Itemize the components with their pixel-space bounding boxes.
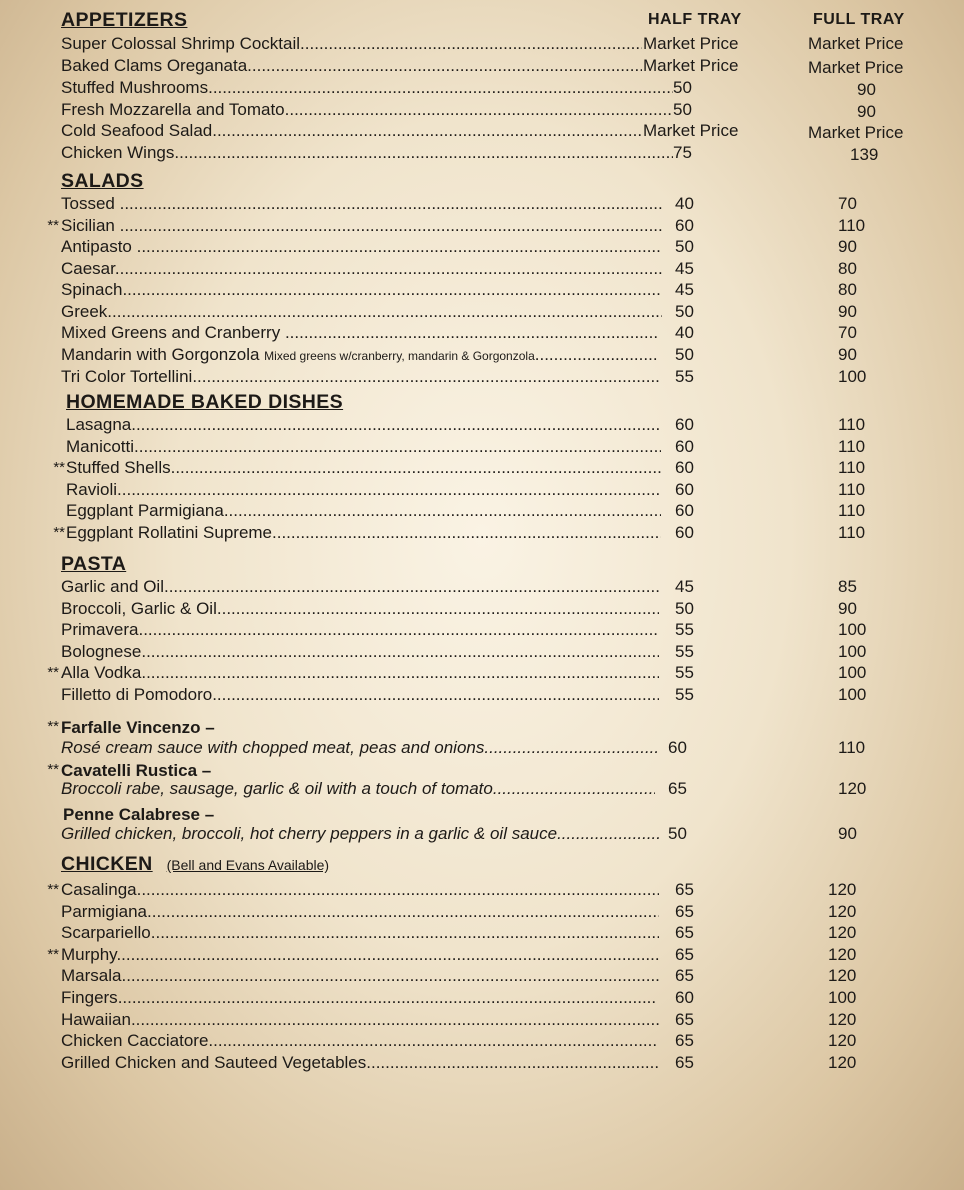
house-special-marker: ** <box>47 718 59 735</box>
item-name: Antipasto ..... <box>61 236 662 258</box>
half-tray-header: HALF TRAY <box>648 11 742 28</box>
item-name: Grilled Chicken and Sauteed Vegetables ..... <box>61 1052 659 1074</box>
full-tray-price: 120 <box>828 902 857 921</box>
half-tray-price: 50 <box>673 78 692 97</box>
item-name: Casalinga ..... <box>61 879 659 901</box>
half-tray-price: 60 <box>675 415 694 434</box>
item-name: Primavera ..... <box>61 619 659 641</box>
house-special-marker: ** <box>47 881 59 898</box>
full-tray-price: 110 <box>838 480 866 499</box>
half-tray-price: 65 <box>675 1010 694 1029</box>
full-tray-price: 110 <box>838 415 866 434</box>
special-dish-row <box>0 737 964 759</box>
half-tray-price: 65 <box>675 880 694 899</box>
full-tray-price: 120 <box>828 1010 857 1029</box>
item-name: Sicilian ..... <box>61 215 662 237</box>
special-dish-row <box>0 823 964 845</box>
half-tray-price: 65 <box>668 779 687 798</box>
menu-item <box>0 922 964 944</box>
item-name: Bolognese ..... <box>61 641 659 663</box>
full-tray-price: Market Price <box>808 34 904 53</box>
item-description: Mixed greens w/cranberry, mandarin & Gorgonzola <box>264 349 535 363</box>
half-tray-price: Market Price <box>643 34 739 53</box>
half-tray-price: 60 <box>675 437 694 456</box>
section-title-baked-dishes: HOMEMADE BAKED DISHES <box>66 391 344 413</box>
menu-item <box>0 366 964 388</box>
half-tray-price: 55 <box>675 663 694 682</box>
full-tray-price: 100 <box>838 663 867 682</box>
menu-item <box>0 55 964 77</box>
full-tray-price: 120 <box>828 1031 857 1050</box>
full-tray-price: 90 <box>857 102 876 121</box>
full-tray-price: 120 <box>828 945 857 964</box>
item-name: Eggplant Parmigiana ..... <box>66 500 661 522</box>
full-tray-price: 100 <box>828 988 857 1007</box>
item-name: Alla Vodka ..... <box>61 662 659 684</box>
half-tray-price: 50 <box>675 345 694 364</box>
half-tray-price: 55 <box>675 620 694 639</box>
house-special-marker: ** <box>47 761 59 778</box>
full-tray-price: 70 <box>838 194 857 213</box>
item-name-text: Mandarin with Gorgonzola <box>61 345 265 364</box>
half-tray-price: 65 <box>675 902 694 921</box>
item-name: Marsala ..... <box>61 965 659 987</box>
half-tray-price: 60 <box>675 216 694 235</box>
item-name: Baked Clams Oreganata ..... <box>61 55 642 77</box>
menu-item <box>0 215 964 237</box>
full-tray-price: 100 <box>838 367 867 386</box>
item-name: Stuffed Shells ..... <box>66 457 661 479</box>
item-name: Manicotti ..... <box>66 436 661 458</box>
menu-item <box>0 77 964 99</box>
menu-item <box>0 236 964 258</box>
section-title-text: CHICKEN <box>61 853 153 875</box>
half-tray-price: 40 <box>675 323 694 342</box>
menu-item <box>0 965 964 987</box>
full-tray-price: 100 <box>838 642 867 661</box>
full-tray-price: 110 <box>838 501 866 520</box>
item-name: Fresh Mozzarella and Tomato ..... <box>61 99 673 121</box>
menu-item <box>0 598 964 620</box>
full-tray-price: 110 <box>838 523 866 542</box>
special-dish-title: Farfalle Vincenzo – <box>61 718 215 737</box>
item-name: Spinach ..... <box>61 279 662 301</box>
half-tray-price: 60 <box>675 458 694 477</box>
house-special-marker: ** <box>47 664 59 681</box>
half-tray-price: 45 <box>675 577 694 596</box>
half-tray-price: 60 <box>675 988 694 1007</box>
menu-item <box>0 662 964 684</box>
menu-item <box>0 436 964 458</box>
half-tray-price: 65 <box>675 1053 694 1072</box>
section-title-pasta: PASTA <box>61 553 127 575</box>
item-name: Mixed Greens and Cranberry ..... <box>61 322 657 344</box>
full-tray-price: 100 <box>838 620 867 639</box>
menu-item <box>0 33 964 55</box>
item-name: Eggplant Rollatini Supreme ..... <box>66 522 661 544</box>
section-note: (Bell and Evans Available) <box>166 857 330 873</box>
full-tray-price: 120 <box>838 779 867 798</box>
menu-item <box>0 279 964 301</box>
item-name: Ravioli ..... <box>66 479 661 501</box>
full-tray-price: 110 <box>838 216 866 235</box>
full-tray-price: 120 <box>828 1053 857 1072</box>
full-tray-price: 120 <box>828 923 857 942</box>
menu-item <box>0 479 964 501</box>
menu-item <box>0 641 964 663</box>
house-special-marker: ** <box>47 217 59 234</box>
half-tray-price: 45 <box>675 259 694 278</box>
item-name: Hawaiian ..... <box>61 1009 659 1031</box>
menu-item <box>0 301 964 323</box>
item-name <box>61 344 657 367</box>
item-name: Super Colossal Shrimp Cocktail ..... <box>61 33 642 55</box>
half-tray-price: 60 <box>675 523 694 542</box>
full-tray-price: 110 <box>838 738 866 757</box>
menu-item <box>0 322 964 344</box>
menu-item <box>0 944 964 966</box>
house-special-marker: ** <box>53 459 65 476</box>
item-name: Greek ..... <box>61 301 662 323</box>
menu-item <box>0 193 964 215</box>
menu-item <box>0 120 964 142</box>
item-name: Parmigiana ..... <box>61 901 659 923</box>
item-name: Lasagna ..... <box>66 414 661 436</box>
full-tray-header: FULL TRAY <box>813 11 905 28</box>
item-name: Chicken Wings ..... <box>61 142 673 164</box>
full-tray-price: 90 <box>838 237 857 256</box>
half-tray-price: 45 <box>675 280 694 299</box>
menu-item <box>0 1030 964 1052</box>
half-tray-price: 50 <box>675 599 694 618</box>
menu-item <box>0 1009 964 1031</box>
item-name: Fingers ..... <box>61 987 655 1009</box>
full-tray-price: 70 <box>838 323 857 342</box>
full-tray-price: 139 <box>850 145 879 164</box>
full-tray-price: 90 <box>838 824 857 843</box>
full-tray-price: 90 <box>838 345 857 364</box>
menu-item <box>0 987 964 1009</box>
half-tray-price: 55 <box>675 685 694 704</box>
section-title-salads: SALADS <box>61 170 144 192</box>
full-tray-price: 90 <box>838 599 857 618</box>
half-tray-price: 50 <box>675 237 694 256</box>
menu-item <box>0 414 964 436</box>
half-tray-price: 50 <box>673 100 692 119</box>
half-tray-price: 65 <box>675 945 694 964</box>
menu-item <box>0 522 964 544</box>
item-name: Garlic and Oil ..... <box>61 576 659 598</box>
menu-item <box>0 901 964 923</box>
item-name: Caesar ..... <box>61 258 662 280</box>
menu-item <box>0 684 964 706</box>
section-title-chicken <box>61 853 329 876</box>
full-tray-price: 120 <box>828 966 857 985</box>
menu-item <box>0 619 964 641</box>
full-tray-price: 90 <box>838 302 857 321</box>
item-name: Scarpariello ..... <box>61 922 659 944</box>
house-special-marker: ** <box>53 524 65 541</box>
special-dish-row <box>0 778 964 800</box>
section-title-appetizers: APPETIZERS <box>61 9 188 31</box>
menu-item <box>0 576 964 598</box>
half-tray-price: 55 <box>675 642 694 661</box>
half-tray-price: Market Price <box>643 56 739 75</box>
half-tray-price: 50 <box>675 302 694 321</box>
half-tray-price: 50 <box>668 824 687 843</box>
full-tray-price: Market Price <box>808 123 904 142</box>
item-name: Filletto di Pomodoro ..... <box>61 684 659 706</box>
item-name: Tri Color Tortellini ..... <box>61 366 659 388</box>
half-tray-price: 65 <box>675 1031 694 1050</box>
full-tray-price: 85 <box>838 577 857 596</box>
item-name: Cold Seafood Salad ..... <box>61 120 642 142</box>
half-tray-price: 65 <box>675 966 694 985</box>
full-tray-price: 80 <box>838 259 857 278</box>
menu-item <box>0 457 964 479</box>
half-tray-price: 60 <box>675 480 694 499</box>
full-tray-price: 120 <box>828 880 857 899</box>
half-tray-price: Market Price <box>643 121 739 140</box>
item-description: Broccoli rabe, sausage, garlic & oil with a touch of tomato ..... <box>61 778 655 800</box>
full-tray-price: 110 <box>838 437 866 456</box>
special-dish-title: Penne Calabrese – <box>63 805 215 824</box>
item-name: Murphy ..... <box>61 944 659 966</box>
item-description: Grilled chicken, broccoli, hot cherry peppers in a garlic & oil sauce ..... <box>61 823 660 845</box>
half-tray-price: 40 <box>675 194 694 213</box>
full-tray-price: 110 <box>838 458 866 477</box>
half-tray-price: 60 <box>675 501 694 520</box>
full-tray-price: 80 <box>838 280 857 299</box>
item-description: Rosé cream sauce with chopped meat, peas and onions ..... <box>61 737 657 759</box>
menu-item <box>0 142 964 164</box>
half-tray-price: 55 <box>675 367 694 386</box>
full-tray-price: Market Price <box>808 58 904 77</box>
menu-item <box>0 500 964 522</box>
full-tray-price: 90 <box>857 80 876 99</box>
menu-item <box>0 258 964 280</box>
item-name: Chicken Cacciatore ..... <box>61 1030 657 1052</box>
half-tray-price: 60 <box>668 738 687 757</box>
full-tray-price: 100 <box>838 685 867 704</box>
menu-item <box>0 99 964 121</box>
half-tray-price: 75 <box>673 143 692 162</box>
special-dish-title: Cavatelli Rustica – <box>61 761 212 780</box>
item-name: Stuffed Mushrooms ..... <box>61 77 673 99</box>
item-name: Broccoli, Garlic & Oil ..... <box>61 598 659 620</box>
menu-item <box>0 344 964 366</box>
house-special-marker: ** <box>47 946 59 963</box>
menu-item <box>0 1052 964 1074</box>
half-tray-price: 65 <box>675 923 694 942</box>
menu-item <box>0 879 964 901</box>
item-name: Tossed ..... <box>61 193 662 215</box>
